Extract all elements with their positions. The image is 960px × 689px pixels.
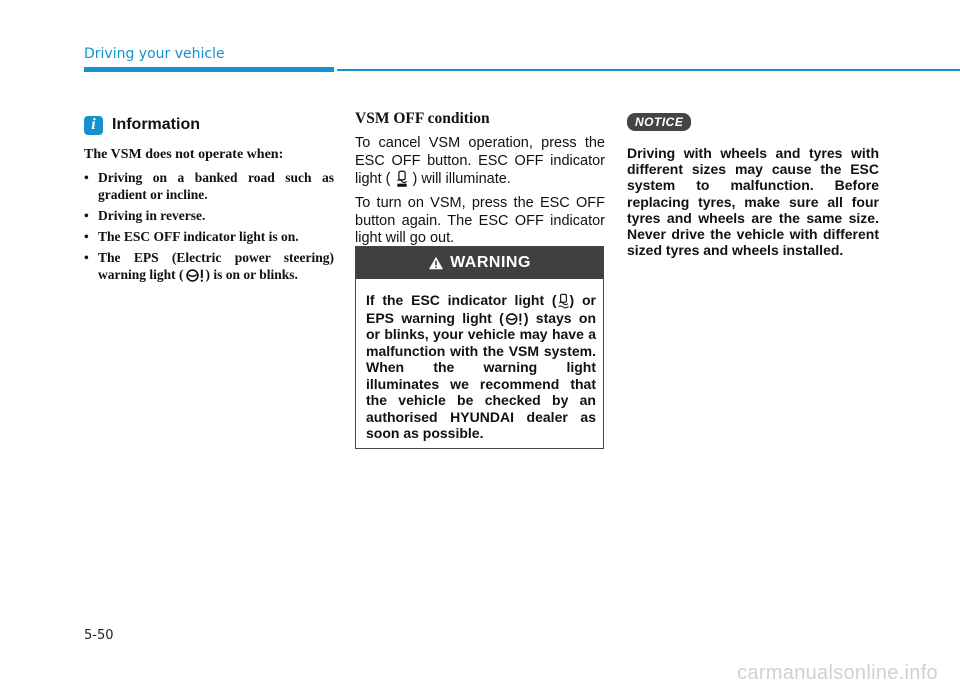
section-title: Driving your vehicle [84,46,225,62]
list-item: • Driving in reverse. [84,207,334,224]
information-title: Information [112,116,200,133]
vsm-off-title: VSM OFF condition [355,110,490,127]
notice-column [627,113,879,258]
eps-warning-icon [184,268,206,283]
warning-text [356,279,603,442]
information-heading [84,114,334,136]
page-number: 5-50 [84,628,114,643]
information-column [84,114,334,287]
warning-title: WARNING [450,254,531,271]
vsm-off-paragraph-2: To turn on VSM, press the ESC OFF button again. The ESC OFF indicator light will go out. [355,195,605,247]
eps-warning-icon [504,312,524,326]
list-item: • Driving on a banked road such as gradient or incline. [84,169,334,203]
watermark-text: carmanualsonline.info [737,662,938,684]
header-rule-thin [337,69,960,71]
warning-triangle-icon [428,256,444,270]
notice-badge: NOTICE [627,113,691,131]
information-list [84,169,334,283]
info-icon: i [84,116,103,135]
esc-indicator-icon [557,293,570,310]
warning-text-part: If the ESC indicator light ( [366,292,557,308]
vsm-off-column [355,110,605,248]
eps-bullet-text-before: The EPS (Electric power steering) warning light ( [98,250,334,282]
warning-header [356,247,603,279]
list-item [84,249,334,283]
paragraph-text: To cancel VSM operation, press the ESC OFF button. ESC OFF indicator light ( [355,135,605,187]
notice-text: Driving with wheels and tyres with different sizes may cause the ESC system to malfunction. Before replacing tyres, make sure all four tyres and wheels are the same size. Never drive the vehicle with different sized tyres and wheels installed. [627,145,879,259]
list-item: • The ESC OFF indicator light is on. [84,228,334,245]
information-intro: The VSM does not operate when: [84,147,284,162]
warning-box [355,246,604,449]
warning-text-part: ) or EPS warning light ( [366,292,596,326]
paragraph-text: ) will illuminate. [412,170,511,187]
eps-bullet-text-after: ) is on or blinks. [205,267,298,282]
header-rule-thick [84,67,334,72]
esc-off-indicator-icon [395,170,409,188]
warning-text-part: ) stays on or blinks, your vehicle may have a malfunction with the VSM system. When the warning light illuminates we recommend that the vehicle be checked by an authorised HYUNDAI dealer as soon as possible. [366,309,596,442]
vsm-off-paragraph-1 [355,135,605,188]
